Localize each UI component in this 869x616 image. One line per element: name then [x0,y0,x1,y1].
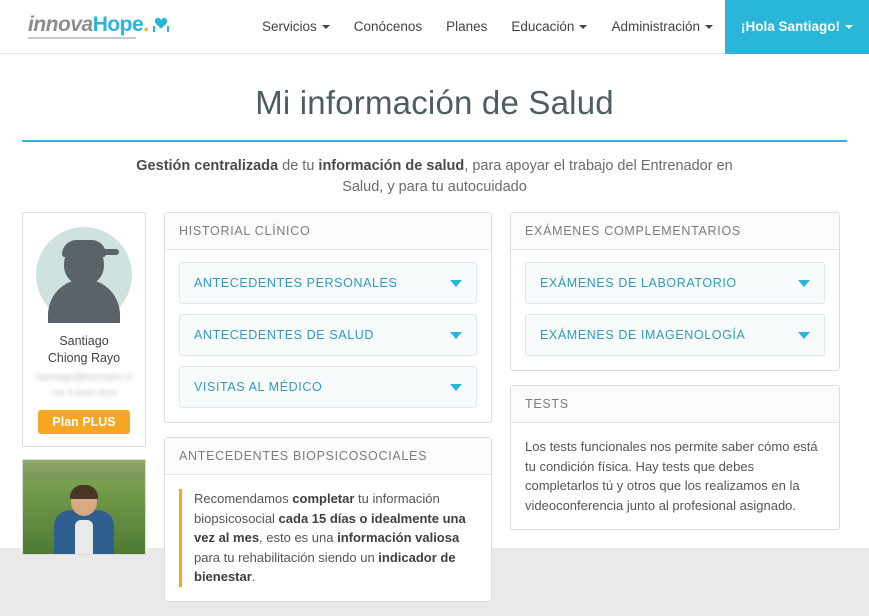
profile-column [22,212,146,555]
chevron-down-icon [798,280,810,287]
exams-column [510,212,840,544]
chevron-down-icon [450,332,462,339]
accordion-label: EXÁMENES DE LABORATORIO [540,276,737,291]
title-divider [22,140,847,142]
chevron-down-icon [798,332,810,339]
biopsicosocial-note [179,489,477,587]
page-header [0,54,869,198]
nav-item-administracion[interactable] [599,0,725,54]
nav-item-conocenos[interactable] [342,0,434,54]
profile-card [22,212,146,447]
accordion-examenes-de-imagenologia[interactable] [525,314,825,356]
panel-title: TESTS [511,386,839,423]
panel-body [165,250,491,422]
page-title: Mi información de Salud [255,84,614,121]
page-subtitle [135,156,735,198]
brand-dot: . [143,13,149,36]
brand-underline [28,37,136,39]
chevron-down-icon [450,280,462,287]
panel-examenes-complementarios [510,212,840,371]
accordion-label: VISITAS AL MÉDICO [194,380,323,395]
tests-description: Los tests funcionales nos permite saber cómo está tu condición física. Hay tests que debes completarlos tú y otros que los realizamos en la videoconferencia junto al profesional asignado. [525,439,818,513]
nav-item-planes[interactable] [434,0,499,54]
clinical-history-column [164,212,492,616]
chevron-down-icon [322,25,330,29]
panel-title: ANTECEDENTES BIOPSICOSOCIALES [165,438,491,475]
chevron-down-icon [845,25,853,29]
nav-item-label: Planes [446,19,488,34]
chevron-down-icon [450,384,462,391]
subtitle-text-1: de tu [278,158,319,174]
nav-item-label: Conócenos [353,19,423,34]
accordion-examenes-de-laboratorio[interactable] [525,262,825,304]
note-bold-2: cada 15 días o idealmente una vez al mes [194,510,466,546]
subtitle-bold-1: Gestión centralizada [136,158,279,174]
nav-item-label: Educación [511,19,575,34]
panel-title: EXÁMENES COMPLEMENTARIOS [511,213,839,250]
panel-title: HISTORIAL CLÍNICO [165,213,491,250]
note-bold-1: completar [292,491,355,507]
profile-name-line1: Santiago [59,334,109,349]
navbar-menu [250,0,869,54]
nav-item-label: Administración [611,19,700,34]
brand-name-part1: innova [28,13,93,36]
note-bold-3: información valiosa [337,530,460,546]
accordion-antecedentes-personales[interactable] [179,262,477,304]
user-greeting-label: ¡Hola Santiago! [740,19,840,34]
plan-badge[interactable]: Plan PLUS [38,410,129,434]
profile-photo [22,459,146,555]
note-text-4: para tu rehabilitación siendo un [194,549,379,565]
profile-email: santiago@ejemplo.cl [35,371,133,383]
accordion-visitas-al-medico[interactable] [179,366,477,408]
brand-logo[interactable] [28,14,171,39]
accordion-label: EXÁMENES DE IMAGENOLOGÍA [540,328,746,343]
nav-item-servicios[interactable] [250,0,342,54]
top-navbar [0,0,869,54]
profile-name [31,333,137,367]
subtitle-text-2: , para apoyar el trabajo del Entrenador en Salud, y para tu autocuidado [342,158,733,196]
note-text-3: , esto es una [259,530,338,546]
note-text-5: . [251,569,256,585]
profile-extra: +56 9 0000 0000 [50,387,118,398]
note-text-1: Recomendamos [194,491,293,507]
panel-historial-clinico [164,212,492,423]
panel-body [165,475,491,601]
brand-name-part2: Hope [92,13,144,36]
accordion-antecedentes-de-salud[interactable] [179,314,477,356]
accordion-label: ANTECEDENTES PERSONALES [194,276,398,291]
accordion-label: ANTECEDENTES DE SALUD [194,328,374,343]
panel-body [511,250,839,370]
chevron-down-icon [579,25,587,29]
brand-text [28,14,149,35]
panel-tests [510,385,840,530]
subtitle-bold-2: información de salud [318,158,465,174]
panel-antecedentes-biopsicosociales [164,437,492,602]
nav-item-educacion[interactable] [499,0,599,54]
note-bold-4: indicador de bienestar [194,549,456,585]
main-content [0,198,869,616]
hands-heart-icon [151,15,171,35]
profile-name-line2: Chiong Rayo [47,350,121,365]
chevron-down-icon [705,25,713,29]
note-text-2: tu información biopsicosocial [194,491,440,526]
nav-item-label: Servicios [262,19,317,34]
user-silhouette-icon [36,227,132,323]
nav-item-user-greeting[interactable] [725,0,869,54]
